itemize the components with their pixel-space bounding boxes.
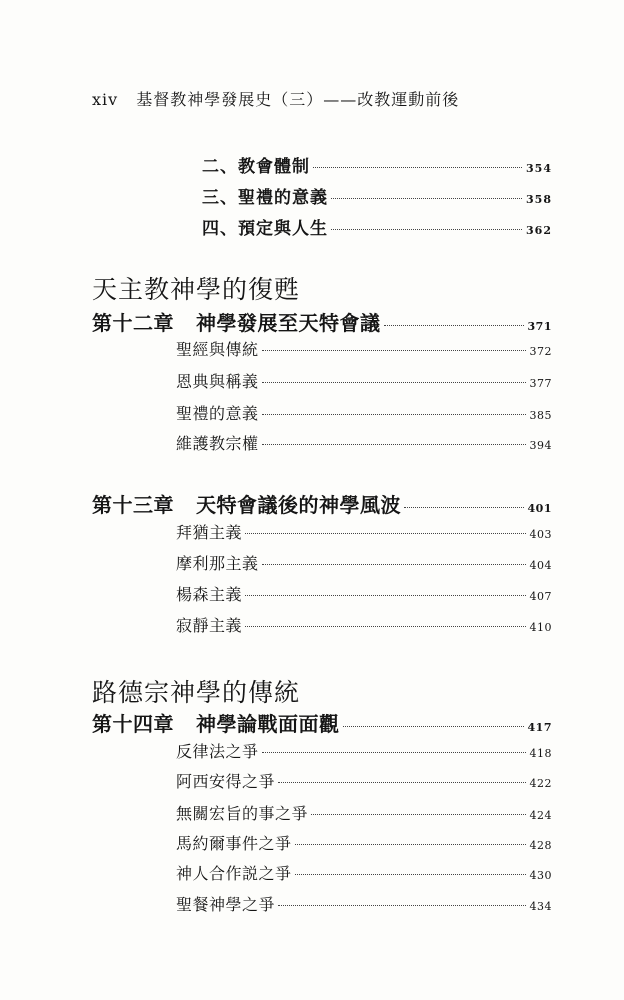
toc-page-number: 385 xyxy=(529,409,552,422)
toc-entry[interactable] xyxy=(176,739,552,762)
toc-page-number: 362 xyxy=(526,224,552,237)
dot-leader xyxy=(262,414,526,415)
toc-page-number: 403 xyxy=(529,528,552,541)
chapter-title: 神學發展至天特會議 xyxy=(196,311,381,335)
toc-entry-label: 無關宏旨的事之爭 xyxy=(176,804,309,823)
toc-entry[interactable] xyxy=(176,369,552,392)
toc-entry[interactable] xyxy=(176,861,552,884)
toc-entry[interactable] xyxy=(176,551,552,574)
part-heading: 天主教神學的復甦 xyxy=(92,275,301,304)
dot-leader xyxy=(262,752,526,753)
toc-entry[interactable] xyxy=(176,520,552,543)
toc-entry-label: 聖經與傳統 xyxy=(176,340,259,359)
toc-entry-label: 摩利那主義 xyxy=(176,554,259,573)
toc-page-number: 372 xyxy=(529,345,552,358)
chapter-title: 神學論戰面面觀 xyxy=(196,712,340,736)
toc-entry-label: 楊森主義 xyxy=(176,585,243,604)
toc-entry[interactable] xyxy=(176,831,552,854)
dot-leader xyxy=(262,350,526,351)
toc-page-number: 358 xyxy=(526,193,552,206)
toc-entry-label: 二、教會體制 xyxy=(202,157,310,177)
toc-entry[interactable] xyxy=(176,613,552,636)
toc-entry-label: 拜猶主義 xyxy=(176,523,243,542)
toc-entry-label: 四、預定與人生 xyxy=(202,219,328,239)
toc-entry[interactable] xyxy=(202,183,552,208)
chapter-number: 第十三章 xyxy=(92,493,174,517)
toc-page-number: 428 xyxy=(529,839,552,852)
running-header xyxy=(92,87,459,110)
toc-entry[interactable] xyxy=(202,214,552,239)
toc-entry-label: 寂靜主義 xyxy=(176,616,243,635)
toc-entry[interactable] xyxy=(176,582,552,605)
toc-page-number: 401 xyxy=(527,502,552,515)
dot-leader xyxy=(384,325,524,326)
toc-entry[interactable] xyxy=(176,801,552,824)
toc-entry-label: 阿西安得之爭 xyxy=(176,772,276,791)
toc-page-number: 410 xyxy=(529,621,552,634)
toc-entry-label: 恩典與稱義 xyxy=(176,372,259,391)
toc-page-number: 434 xyxy=(529,900,552,913)
dot-leader xyxy=(262,382,526,383)
toc-entry-label: 反律法之爭 xyxy=(176,742,259,761)
chapter-entry[interactable] xyxy=(92,489,552,518)
chapter-number: 第十二章 xyxy=(92,311,174,335)
dot-leader xyxy=(245,533,525,534)
dot-leader xyxy=(295,844,526,845)
dot-leader xyxy=(331,229,522,230)
toc-entry[interactable] xyxy=(176,401,552,424)
part-heading: 路德宗神學的傳統 xyxy=(92,678,301,707)
toc-page-number: 430 xyxy=(529,869,552,882)
toc-entry[interactable] xyxy=(202,152,552,177)
dot-leader xyxy=(404,507,524,508)
toc-entry[interactable] xyxy=(176,431,552,454)
toc-entry-label: 三、聖禮的意義 xyxy=(202,188,328,208)
chapter-entry[interactable] xyxy=(92,708,552,737)
toc-entry[interactable] xyxy=(176,892,552,915)
toc-entry-label: 馬約爾事件之爭 xyxy=(176,834,292,853)
toc-page-number: 404 xyxy=(529,559,552,572)
toc-page-number: 377 xyxy=(529,377,552,390)
dot-leader xyxy=(245,595,525,596)
dot-leader xyxy=(343,726,524,727)
dot-leader xyxy=(295,874,526,875)
toc-page-number: 394 xyxy=(529,439,552,452)
toc-page-number: 354 xyxy=(526,162,552,175)
dot-leader xyxy=(311,814,525,815)
dot-leader xyxy=(313,167,522,168)
toc-entry-label: 維護教宗權 xyxy=(176,434,259,453)
dot-leader xyxy=(278,782,525,783)
running-title: 基督教神學發展史（三）——改教運動前後 xyxy=(136,90,460,109)
toc-page-number: 407 xyxy=(529,590,552,603)
toc-page-number: 422 xyxy=(529,777,552,790)
chapter-title: 天特會議後的神學風波 xyxy=(196,493,401,517)
chapter-entry[interactable] xyxy=(92,307,552,336)
toc-entry-label: 聖餐神學之爭 xyxy=(176,895,276,914)
dot-leader xyxy=(262,444,526,445)
toc-page-number: 417 xyxy=(527,721,552,734)
dot-leader xyxy=(278,905,525,906)
dot-leader xyxy=(245,626,525,627)
toc-page-number: 424 xyxy=(529,809,552,822)
toc-entry-label: 聖禮的意義 xyxy=(176,404,259,423)
dot-leader xyxy=(262,564,526,565)
dot-leader xyxy=(331,198,522,199)
toc-entry-label: 神人合作説之爭 xyxy=(176,864,292,883)
toc-page-number: 371 xyxy=(527,320,552,333)
toc-entry[interactable] xyxy=(176,337,552,360)
chapter-number: 第十四章 xyxy=(92,712,174,736)
page-folio: xiv xyxy=(92,90,119,109)
toc-entry[interactable] xyxy=(176,769,552,792)
toc-page-number: 418 xyxy=(529,747,552,760)
